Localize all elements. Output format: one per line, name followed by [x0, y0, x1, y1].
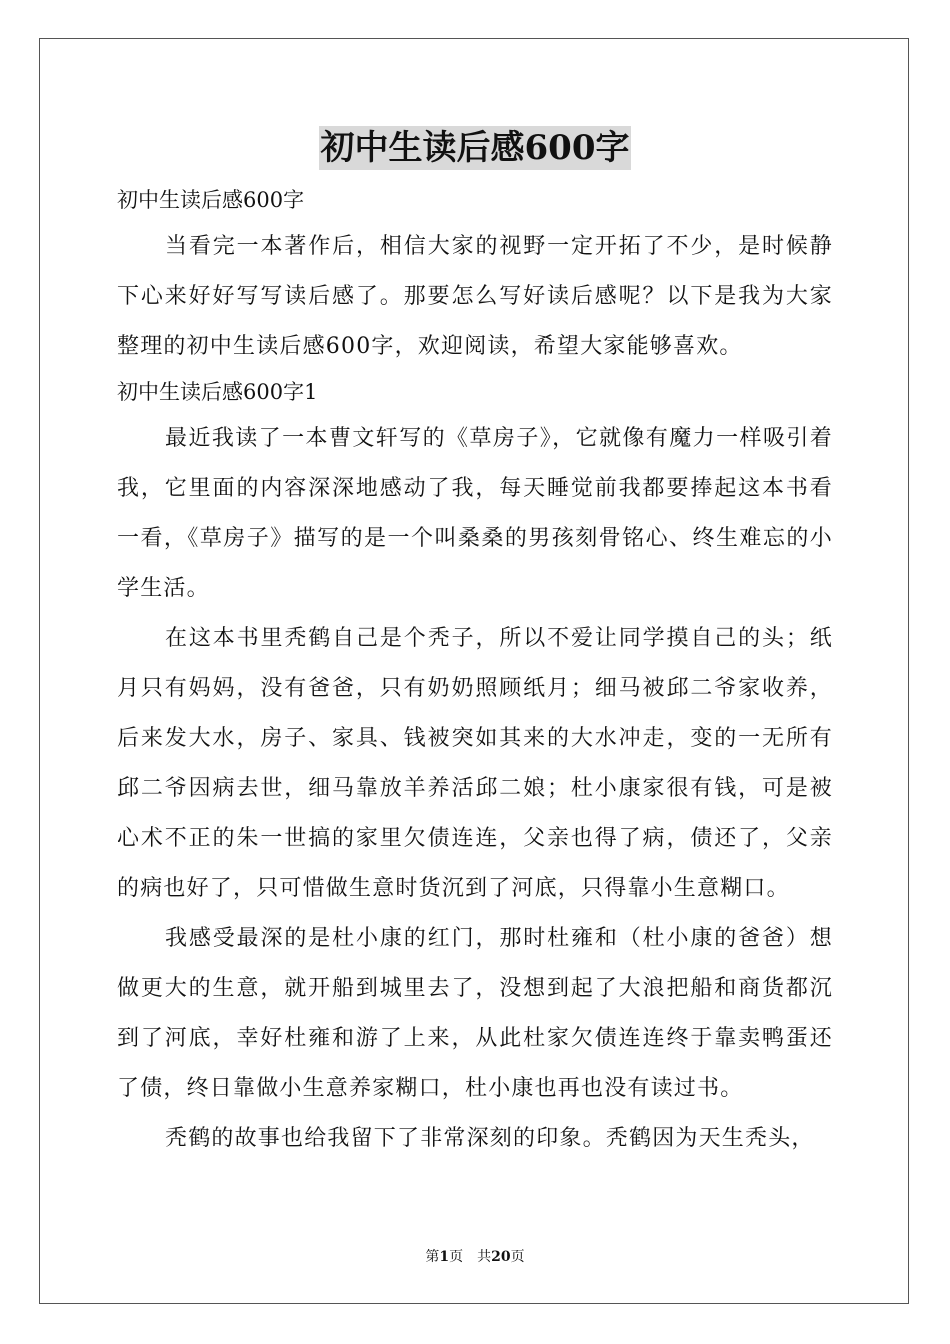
- total-count: 20: [491, 1249, 511, 1265]
- document-heading: 初中生读后感600字: [117, 188, 305, 212]
- page-prefix: 第: [425, 1249, 440, 1265]
- body-paragraph-3: 我感受最深的是杜小康的红门，那时杜雍和（杜小康的爸爸）想做更大的生意，就开船到城里去了，没想到起了大浪把船和商货都沉到了河底，幸好杜雍和游了上来，从此杜家欠债连连终于靠卖鸭蛋还了债，终日靠做小生意养家糊口，杜小康也再也没有读过书。: [117, 926, 833, 1101]
- intro-paragraph: 当看完一本著作后，相信大家的视野一定开拓了不少，是时候静下心来好好写写读后感了。那要怎么写好读后感呢？以下是我为大家整理的初中生读后感600字，欢迎阅读，希望大家能够喜欢。: [117, 234, 833, 359]
- page-total: [477, 1249, 524, 1265]
- page-current: 1: [439, 1249, 450, 1265]
- body-paragraph-2: 在这本书里秃鹤自己是个秃子，所以不爱让同学摸自己的头；纸月只有妈妈，没有爸爸，只有奶奶照顾纸月；细马被邱二爷家收养，后来发大水，房子、家具、钱被突如其来的大水冲走，变的一无所有邱二爷因病去世，细马靠放羊养活邱二娘；杜小康家很有钱，可是被心术不正的朱一世搞的家里欠债连连，父亲也得了病，债还了，父亲的病也好了，只可惜做生意时货沉到了河底，只得靠小生意糊口。: [117, 626, 833, 901]
- page-suffix: 页: [449, 1249, 464, 1265]
- total-prefix: 共: [477, 1249, 492, 1265]
- document-title: 初中生读后感600字: [320, 128, 630, 168]
- body-paragraph-4: 秃鹤的故事也给我留下了非常深刻的印象。秃鹤因为天生秃头，: [165, 1126, 815, 1151]
- total-suffix: 页: [510, 1249, 525, 1265]
- body-paragraph-1: 最近我读了一本曹文轩写的《草房子》，它就像有魔力一样吸引着我，它里面的内容深深地感动了我，每天睡觉前我都要捧起这本书看一看，《草房子》描写的是一个叫桑桑的男孩刻骨铭心、终生难忘的小学生活。: [117, 426, 833, 601]
- document-body: [117, 182, 833, 1164]
- section-heading: 初中生读后感600字1: [117, 380, 318, 404]
- page-number: [425, 1249, 463, 1265]
- page-footer: [0, 1247, 950, 1267]
- title-container: [0, 126, 950, 170]
